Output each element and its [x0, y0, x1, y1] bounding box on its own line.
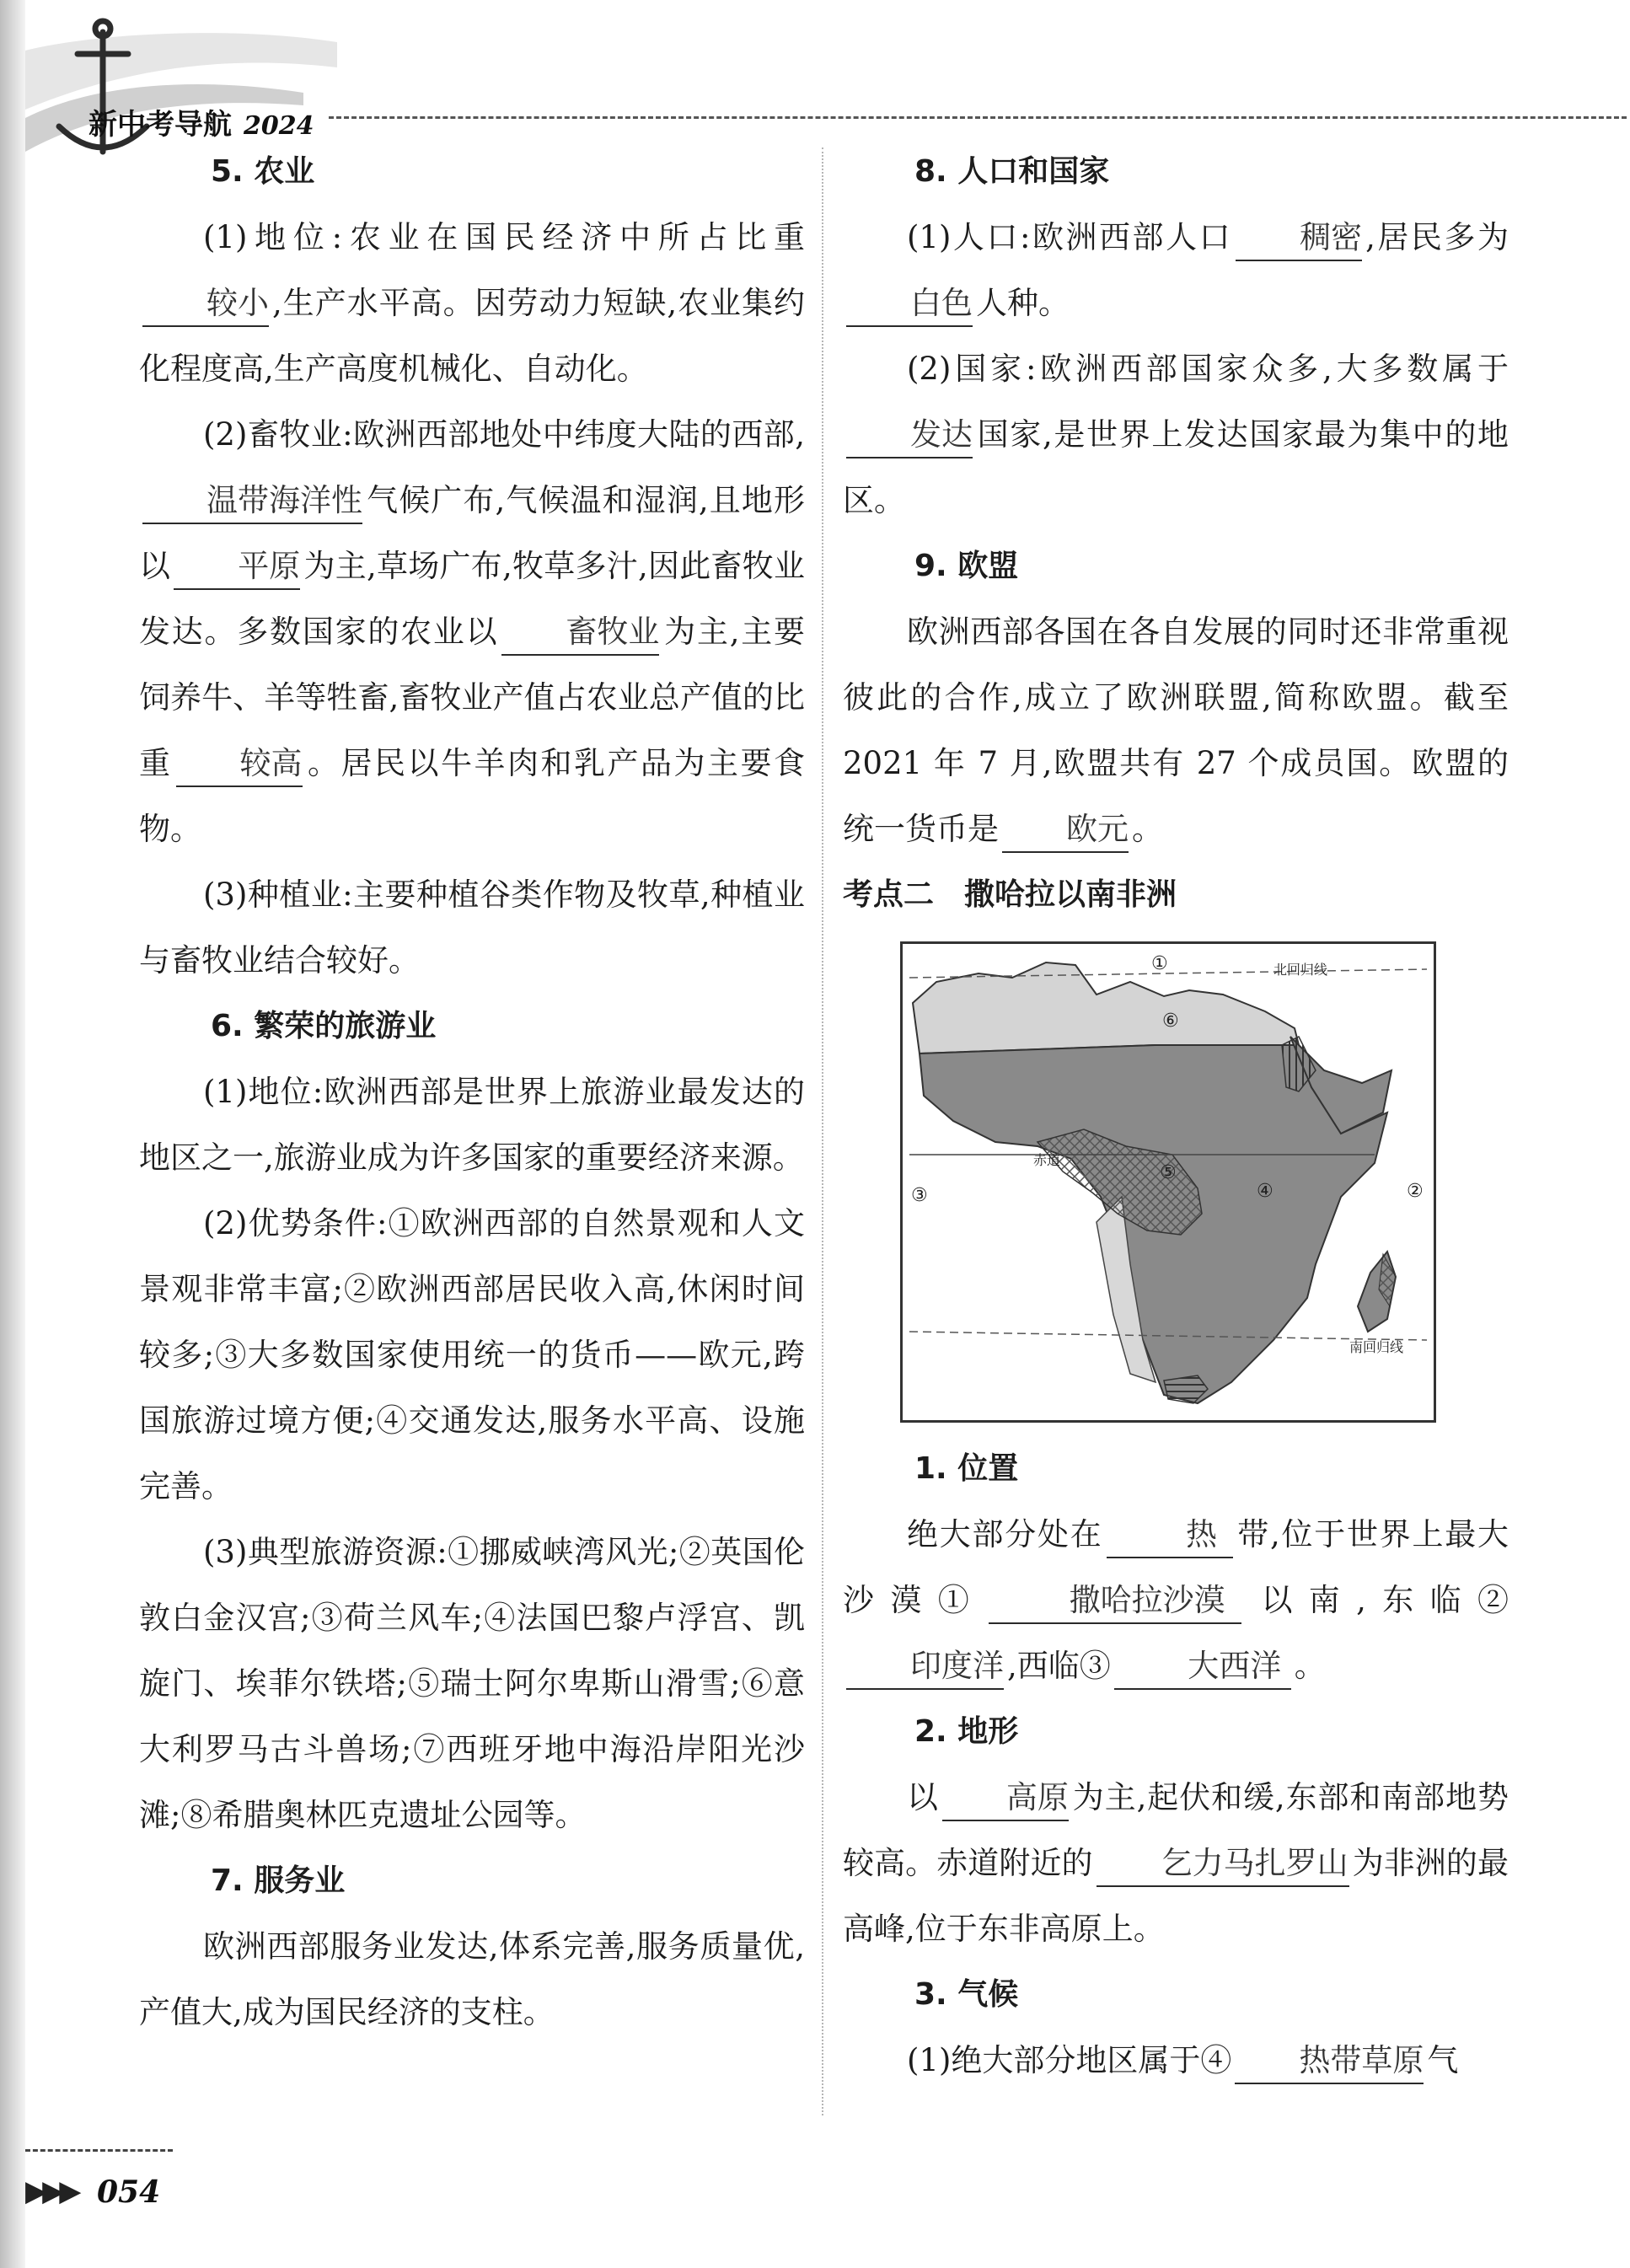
answer-blank[interactable]: 稠密 [1236, 216, 1362, 261]
paragraph: (2)优势条件:①欧洲西部的自然景观和人文景观非常丰富;②欧洲西部居民收入高,休闲时间较多;③大多数国家使用统一的货币——欧元,跨国旅游过境方便;④交通发达,服务水平高、设施完善。 [139, 1205, 805, 1504]
answer-blank[interactable]: 乞力马扎罗山 [1096, 1842, 1349, 1887]
answer-blank[interactable]: 欧元 [1002, 807, 1129, 853]
answer-blank[interactable]: 高原 [942, 1776, 1069, 1821]
column-divider [822, 147, 823, 2115]
section-title: 1. 位置 [914, 1451, 1019, 1486]
paragraph: (2)国家:欧洲西部国家众多,大多数属于发达 国家,是世界上发达国家最为集中的地区。 [843, 351, 1509, 518]
paragraph: 绝大部分处在 热 带,位于世界上最大沙漠① 撒哈拉沙漠 以南,东临②印度洋 ,西临③ 大西洋 。 [843, 1502, 1509, 1699]
brand-name: 新中考导航 [88, 108, 232, 142]
left-column [139, 139, 805, 2045]
answer-blank[interactable]: 平原 [174, 544, 300, 590]
section-title: 8. 人口和国家 [914, 154, 1110, 189]
africa-map-svg [903, 944, 1434, 1420]
section-title: 7. 服务业 [211, 1863, 346, 1898]
answer-blank[interactable]: 较小 [142, 281, 269, 327]
footer-rule [25, 2149, 173, 2152]
equator-label: 赤道 [1033, 1152, 1061, 1168]
marker-2: ② [1407, 1181, 1424, 1202]
page-number: 054 [97, 2174, 161, 2210]
answer-blank[interactable]: 发达 [846, 413, 973, 458]
answer-blank[interactable]: 白色 [846, 281, 973, 327]
right-column [843, 139, 1509, 2094]
tropic-capricorn-label: 南回归线 [1349, 1339, 1404, 1355]
answer-blank[interactable]: 温带海洋性 [142, 479, 362, 524]
section-title: 2. 地形 [914, 1714, 1019, 1749]
section-title: 6. 繁荣的旅游业 [211, 1009, 437, 1043]
marker-5: ⑤ [1160, 1162, 1177, 1183]
answer-blank[interactable]: 大西洋 [1114, 1644, 1291, 1690]
paragraph: (3)典型旅游资源:①挪威峡湾风光;②英国伦敦白金汉宫;③荷兰风车;④法国巴黎卢浮宫、凯旋门、埃菲尔铁塔;⑤瑞士阿尔卑斯山滑雪;⑥意大利罗马古斗兽场;⑦西班牙地中海沿岸阳光沙滩;⑧希腊奥林匹克遗址公园等。 [139, 1534, 805, 1833]
answer-blank[interactable]: 热带草原 [1235, 2039, 1424, 2084]
section-title: 3. 气候 [914, 1977, 1019, 2012]
answer-blank[interactable]: 印度洋 [846, 1644, 1004, 1690]
paragraph: 欧洲西部各国在各自发展的同时还非常重视彼此的合作,成立了欧洲联盟,简称欧盟。截至 2021 年 7 月,欧盟共有 27 个成员国。欧盟的统一货币是 欧元 。 [843, 599, 1509, 862]
marker-6: ⑥ [1162, 1011, 1179, 1032]
arrows-icon: ▶▶▶ [25, 2174, 77, 2208]
paragraph: (1)地位:农业在国民经济中所占比重较小 ,生产水平高。因劳动力短缺,农业集约化程度高,生产高度机械化、自动化。 [139, 219, 805, 387]
paragraph: (1)绝大部分地区属于④ 热带草原 气 [843, 2028, 1509, 2094]
page-edge [0, 0, 25, 2268]
paragraph: (1)地位:欧洲西部是世界上旅游业最发达的地区之一,旅游业成为许多国家的重要经济来源。 [139, 1074, 805, 1176]
marker-4: ④ [1257, 1181, 1273, 1202]
answer-blank[interactable]: 热 [1107, 1513, 1233, 1558]
answer-blank[interactable]: 撒哈拉沙漠 [989, 1579, 1241, 1624]
marker-1: ① [1151, 953, 1168, 974]
marker-3: ③ [911, 1185, 928, 1206]
header-rule [329, 116, 1627, 119]
paragraph: 以 高原 为主,起伏和缓,东部和南部地势较高。赤道附近的 乞力马扎罗山 为非洲的最高峰,位于东非高原上。 [843, 1765, 1509, 1962]
paragraph: (2)畜牧业:欧洲西部地处中纬度大陆的西部,温带海洋性 气候广布,气候温和湿润,且地形以 平原 为主,草场广布,牧草多汁,因此畜牧业发达。多数国家的农业以 畜牧业 为主,主要饲养牛、羊等牲畜,畜牧业产值占农业总产值的比重 较高 。居民以牛羊肉和乳产品为主要食物。 [139, 416, 806, 847]
paragraph: 欧洲西部服务业发达,体系完善,服务质量优,产值大,成为国民经济的支柱。 [139, 1928, 805, 2030]
page-footer [25, 2141, 278, 2233]
topic-title: 考点二 撒哈拉以南非洲 [843, 877, 1177, 912]
section-title: 5. 农业 [211, 154, 315, 189]
paragraph: (3)种植业:主要种植谷类作物及牧草,种植业与畜牧业结合较好。 [139, 877, 805, 979]
section-title: 9. 欧盟 [914, 549, 1019, 583]
paragraph: (1)人口:欧洲西部人口 稠密 ,居民多为白色 人种。 [843, 205, 1509, 336]
answer-blank[interactable]: 较高 [176, 742, 303, 787]
answer-blank[interactable]: 畜牧业 [501, 610, 659, 656]
tropic-cancer-label: 北回归线 [1273, 962, 1328, 978]
brand-year: 2024 [244, 111, 314, 141]
africa-map [900, 941, 1436, 1423]
